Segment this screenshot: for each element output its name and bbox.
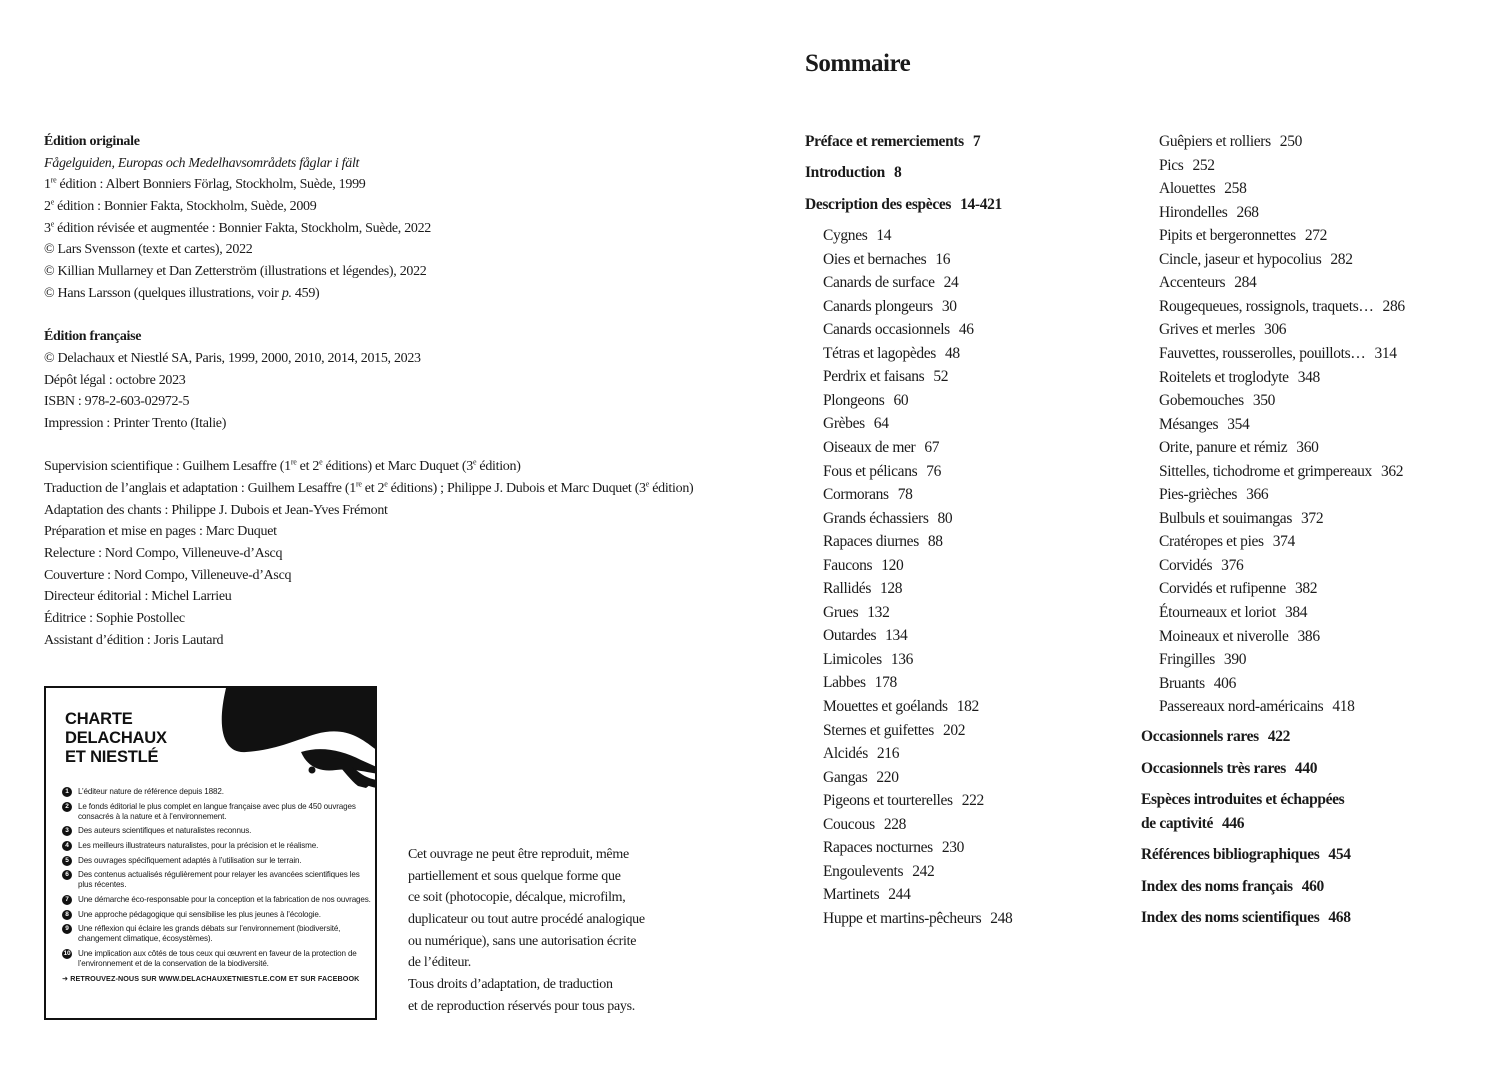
toc-entry[interactable]	[1159, 438, 1319, 458]
charter-item	[62, 910, 372, 920]
toc-entry-page: 216	[876, 745, 900, 763]
toc-entry[interactable]	[1159, 250, 1353, 270]
toc-entry[interactable]	[823, 485, 913, 505]
toc-entry-page: 242	[912, 862, 935, 880]
toc-entry-page: 446	[1222, 815, 1245, 832]
toc-entry[interactable]	[1159, 579, 1317, 599]
toc-entry-page: 178	[874, 674, 897, 692]
toc-entry-label: Rougequeues, rossignols, traquets…	[1159, 297, 1374, 315]
toc-entry-page: 128	[880, 580, 903, 598]
toc-entry-label: Mouettes et goélands	[823, 698, 948, 715]
toc-entry-label: Mésanges	[1159, 415, 1219, 433]
toc-entry-page: 220	[876, 768, 899, 786]
toc-entry-label: Oiseaux de mer	[823, 438, 916, 456]
toc-entry[interactable]	[823, 344, 960, 364]
toc-entry[interactable]	[1159, 156, 1215, 176]
toc-entry-label: Guêpiers et rolliers	[1159, 133, 1271, 150]
toc-entry-page: 284	[1234, 274, 1257, 292]
charter-item-text: Les meilleurs illustrateurs naturalistes, pour la précision et le réalisme.	[78, 840, 319, 850]
charter-item-text: Une implication aux côtés de tous ceux qui œuvrent en faveur de la protection de l’environnement et de la conservation de la biodiversité.	[78, 948, 357, 969]
toc-entry-label: Cygnes	[823, 227, 868, 244]
toc-entry-label: Alouettes	[1159, 180, 1216, 198]
website-link[interactable]: ➜ RETROUVEZ-NOUS SUR WWW.DELACHAUXETNIESTLE.COM ET SUR FACEBOOK	[62, 973, 360, 983]
charter-item	[62, 856, 372, 866]
toc-entry-page: 14	[876, 227, 892, 244]
toc-entry-page: 418	[1332, 698, 1355, 716]
toc-main-entry[interactable]	[1141, 790, 1344, 810]
toc-entry-page: 52	[933, 368, 949, 386]
toc-main-entry[interactable]	[1141, 814, 1244, 834]
toc-entry-label: Moineaux et niverolle	[1159, 627, 1289, 645]
toc-entry-label: Sittelles, tichodrome et grimpereaux	[1159, 462, 1372, 480]
toc-entry-label: Pics	[1159, 156, 1184, 174]
adaptation-credit: Adaptation des chants : Philippe J. Dubois et Jean-Yves Frémont	[44, 502, 388, 518]
copyright-notice	[408, 844, 645, 1018]
printer: Impression : Printer Trento (Italie)	[44, 415, 227, 431]
charter-item	[62, 895, 372, 905]
toc-entry[interactable]	[1159, 532, 1295, 552]
toc-entry-page: 306	[1263, 321, 1287, 339]
toc-entry[interactable]	[823, 532, 943, 552]
toc-entry[interactable]	[1159, 627, 1320, 647]
toc-entry[interactable]	[823, 556, 903, 576]
copyright-line: © Hans Larsson (quelques illustrations, voir p. 459)	[44, 285, 320, 301]
toc-entry-label: Martinets	[823, 886, 880, 904]
charter-item-number: 8	[62, 910, 72, 920]
toc-entry-page: 120	[881, 556, 904, 574]
toc-entry-label: Pipits et bergeronnettes	[1159, 227, 1296, 245]
translation-credit: Traduction de l’anglais et adaptation : Guilhem Lesaffre (1re et 2e éditions) ; Philippe J. Dubois et Marc Duquet (3e édition)	[44, 479, 694, 496]
toc-entry[interactable]	[1159, 509, 1323, 529]
page-title: Sommaire	[805, 50, 911, 77]
toc-entry-label: Passereaux nord-américains	[1159, 698, 1324, 716]
toc-entry[interactable]	[1159, 485, 1268, 505]
toc-entry[interactable]	[823, 650, 913, 670]
charter-item-text: Une démarche éco-responsable pour la conception et la fabrication de nos ouvrages.	[78, 894, 371, 904]
toc-entry-page: 24	[943, 274, 959, 292]
toc-entry-label: Outardes	[823, 627, 877, 645]
toc-entry[interactable]	[823, 626, 907, 646]
toc-entry[interactable]	[823, 438, 939, 458]
toc-entry-page: 406	[1213, 674, 1236, 692]
toc-entry-page: 46	[958, 321, 974, 339]
toc-entry-page: 366	[1246, 486, 1269, 504]
toc-entry[interactable]	[823, 226, 891, 246]
charter-item-number: 5	[62, 856, 72, 866]
toc-entry-page: 64	[873, 415, 889, 433]
toc-entry[interactable]	[1159, 226, 1327, 246]
toc-entry-page: 384	[1284, 604, 1308, 621]
toc-entry[interactable]	[823, 909, 1012, 929]
toc-entry[interactable]	[823, 603, 889, 623]
toc-entry[interactable]	[823, 579, 902, 599]
toc-entry-page: 286	[1382, 297, 1405, 315]
toc-entry-page: 14-421	[960, 196, 1002, 213]
toc-entry-label: Cormorans	[823, 486, 889, 504]
editor-credit: Éditrice : Sophie Postollec	[44, 611, 185, 627]
layout-credit: Préparation et mise en pages : Marc Duquet	[44, 524, 277, 540]
toc-entry-label: Étourneaux et loriot	[1159, 604, 1276, 621]
toc-entry-page: 282	[1330, 250, 1353, 268]
credits-block	[44, 131, 744, 652]
toc-entry-page: 354	[1227, 415, 1250, 433]
charter-item	[62, 870, 372, 890]
charter-item-text: Des contenus actualisés régulièrement pour relayer les avancées scientifiques les plus récentes.	[78, 870, 360, 890]
toc-entry[interactable]	[1159, 179, 1246, 199]
toc-entry-label: Grands échassiers	[823, 509, 929, 527]
toc-entry-label: Huppe et martins-pêcheurs	[823, 909, 982, 927]
toc-main-entry[interactable]	[1141, 877, 1324, 897]
toc-entry-page: 422	[1267, 728, 1291, 745]
toc-entry-label: Références bibliographiques	[1141, 846, 1320, 863]
toc-entry-label: Pies-grièches	[1159, 486, 1238, 504]
toc-entry-label: Fous et pélicans	[823, 462, 918, 480]
toc-entry-page: 382	[1294, 580, 1318, 598]
notice-line: Cet ouvrage ne peut être reproduit, même	[408, 847, 629, 862]
toc-entry-page: 222	[961, 792, 984, 810]
french-edition-heading: Édition française	[44, 329, 142, 345]
charter-item	[62, 924, 372, 944]
toc-entry[interactable]	[823, 391, 908, 411]
toc-entry-label: Occasionnels rares	[1141, 728, 1259, 745]
edition-2-line: 2e édition : Bonnier Fakta, Stockholm, Suède, 2009	[44, 197, 317, 215]
notice-line: de l’éditeur.	[408, 955, 471, 971]
charter-item-number: 6	[62, 870, 72, 880]
toc-entry-label: Préface et remerciements	[805, 133, 964, 150]
toc-entry-label: Gobemouches	[1159, 392, 1244, 410]
toc-entry-page: 182	[956, 698, 979, 715]
toc-entry-label: Fringilles	[1159, 651, 1215, 669]
toc-entry[interactable]	[823, 414, 889, 434]
toc-entry-label: Sternes et guifettes	[823, 721, 934, 739]
toc-entry-page: 362	[1380, 462, 1404, 480]
edition-3-line: 3e édition révisée et augmentée : Bonnier Fakta, Stockholm, Suède, 2022	[44, 219, 432, 236]
charter-item-text: Des ouvrages spécifiquement adaptés à l’utilisation sur le terrain.	[78, 855, 302, 865]
toc-entry-page: 30	[941, 297, 957, 315]
toc-main-entry[interactable]	[805, 195, 1002, 215]
toc-entry-page: 272	[1304, 227, 1328, 245]
toc-entry-page: 468	[1328, 909, 1351, 926]
toc-entry-page: 250	[1279, 133, 1302, 150]
toc-entry[interactable]	[823, 838, 964, 858]
toc-entry-label: Faucons	[823, 556, 873, 574]
charter-list	[62, 787, 372, 983]
charter-item-number: 2	[62, 802, 72, 812]
toc-entry[interactable]	[1159, 650, 1246, 670]
publisher-charter-box	[44, 686, 377, 1020]
french-copyright: © Delachaux et Niestlé SA, Paris, 1999, 2000, 2010, 2014, 2015, 2023	[44, 350, 421, 366]
toc-entry-page: 8	[893, 164, 902, 181]
toc-entry-label: Orite, panure et rémiz	[1159, 439, 1288, 457]
notice-line: ce soit (photocopie, décalque, microfilm,	[408, 890, 626, 906]
toc-entry[interactable]	[823, 815, 906, 835]
toc-entry-page: 460	[1301, 878, 1324, 895]
toc-entry[interactable]	[823, 791, 984, 811]
toc-entry-label: Perdrix et faisans	[823, 368, 925, 386]
toc-entry[interactable]	[1159, 320, 1286, 340]
charter-item	[62, 787, 372, 797]
toc-entry-label: Cratéropes et pies	[1159, 533, 1264, 551]
toc-main-entry[interactable]	[805, 163, 901, 183]
toc-entry-label: Fauvettes, rousserolles, pouillots…	[1159, 344, 1366, 362]
toc-entry[interactable]	[823, 744, 899, 764]
toc-entry-label: Cincle, jaseur et hypocolius	[1159, 250, 1322, 268]
toc-entry-label: Roitelets et troglodyte	[1159, 368, 1289, 386]
toc-entry[interactable]	[1159, 556, 1243, 576]
editorial-director-credit: Directeur éditorial : Michel Larrieu	[44, 589, 232, 605]
toc-entry-page: 454	[1328, 846, 1351, 863]
toc-entry-label: Coucous	[823, 815, 875, 833]
toc-entry-label: Gangas	[823, 768, 868, 786]
toc-entry[interactable]	[823, 697, 979, 717]
charter-item-text: Une approche pédagogique qui sensibilise les plus jeunes à l’écologie.	[78, 909, 321, 919]
toc-entry-label: de captivité	[1141, 815, 1213, 832]
toc-entry[interactable]	[1159, 391, 1275, 411]
toc-entry-label: Canards plongeurs	[823, 297, 933, 315]
toc-entry-page: 230	[941, 839, 965, 857]
charter-item	[62, 802, 372, 822]
toc-entry-page: 372	[1301, 509, 1324, 527]
copyright-line: © Lars Svensson (texte et cartes), 2022	[44, 242, 253, 258]
toc-entry[interactable]	[823, 509, 952, 529]
toc-entry-label: Limicoles	[823, 650, 882, 668]
toc-entry-page: 60	[893, 391, 909, 409]
isbn: ISBN : 978-2-603-02972-5	[44, 394, 190, 410]
charter-item-number: 10	[63, 949, 71, 957]
toc-entry-page: 314	[1374, 344, 1397, 362]
toc-entry-label: Rapaces nocturnes	[823, 839, 933, 857]
toc-entry-page: 258	[1224, 180, 1247, 198]
toc-entry[interactable]	[823, 885, 910, 905]
toc-entry-page: 244	[888, 886, 911, 904]
toc-main-entry[interactable]	[1141, 759, 1317, 779]
charter-item-text: L’éditeur nature de référence depuis 1882.	[78, 787, 224, 796]
notice-line: Tous droits d’adaptation, de traduction	[408, 977, 613, 993]
toc-entry-label: Introduction	[805, 164, 885, 181]
charter-item-text: Le fonds éditorial le plus complet en langue française avec plus de 450 ouvrages consacrés à la nature et à l’environnement.	[78, 801, 356, 821]
notice-line: et de reproduction réservés pour tous pays.	[408, 998, 635, 1014]
toc-entry-page: 88	[927, 533, 943, 551]
toc-entry-label: Tétras et lagopèdes	[823, 344, 936, 362]
toc-entry-label: Corvidés et rufipenne	[1159, 580, 1286, 598]
toc-entry[interactable]	[1159, 203, 1259, 223]
toc-entry-label: Grues	[823, 603, 859, 621]
charter-item-number: 4	[62, 841, 72, 851]
toc-entry-label: Occasionnels très rares	[1141, 760, 1286, 777]
toc-entry[interactable]	[823, 367, 948, 387]
toc-entry-page: 76	[926, 462, 942, 480]
toc-entry-page: 16	[935, 250, 951, 268]
toc-entry-page: 202	[942, 721, 966, 739]
toc-entry[interactable]	[823, 673, 897, 693]
toc-entry[interactable]	[823, 273, 958, 293]
toc-entry-label: Hirondelles	[1159, 203, 1228, 221]
toc-entry-page: 7	[972, 133, 981, 150]
toc-entry[interactable]	[1159, 603, 1307, 623]
toc-entry[interactable]	[823, 862, 934, 882]
toc-entry[interactable]	[823, 320, 974, 340]
toc-entry-label: Espèces introduites et échappées	[1141, 791, 1345, 808]
assistant-credit: Assistant d’édition : Joris Lautard	[44, 632, 224, 648]
toc-main-entry[interactable]	[805, 132, 980, 152]
toc-entry[interactable]	[1159, 697, 1355, 717]
toc-entry-label: Grèbes	[823, 415, 865, 433]
toc-entry-page: 374	[1272, 533, 1295, 551]
toc-entry-page: 268	[1236, 203, 1259, 221]
toc-entry-page: 360	[1296, 439, 1319, 457]
charter-title: CHARTE DELACHAUX ET NIESTLÉ	[65, 710, 167, 766]
toc-entry-label: Rallidés	[823, 580, 871, 598]
cover-credit: Couverture : Nord Compo, Villeneuve-d’Ascq	[44, 567, 292, 583]
toc-entry-label: Canards de surface	[823, 274, 935, 292]
original-edition-heading: Édition originale	[44, 134, 140, 149]
toc-entry-label: Bulbuls et souimangas	[1159, 509, 1293, 527]
toc-entry-label: Engoulevents	[823, 862, 904, 880]
toc-entry-page: 386	[1297, 627, 1320, 645]
toc-entry[interactable]	[1159, 368, 1320, 388]
toc-entry-label: Canards occasionnels	[823, 321, 950, 339]
charter-item	[62, 949, 372, 969]
toc-entry-label: Pigeons et tourterelles	[823, 792, 953, 810]
legal-deposit: Dépôt légal : octobre 2023	[44, 372, 186, 388]
toc-entry[interactable]	[1159, 415, 1249, 435]
toc-entry[interactable]	[823, 297, 957, 317]
charter-item-number: 3	[62, 826, 72, 836]
toc-entry-page: 252	[1192, 156, 1215, 174]
toc-entry[interactable]	[1159, 132, 1302, 152]
toc-entry-page: 134	[885, 627, 908, 645]
notice-line: partiellement et sous quelque forme que	[408, 868, 621, 884]
toc-entry-label: Oies et bernaches	[823, 250, 927, 268]
toc-entry[interactable]	[823, 721, 965, 741]
toc-entry-label: Index des noms français	[1141, 878, 1293, 895]
toc-entry-page: 440	[1294, 760, 1318, 777]
toc-entry[interactable]	[1159, 273, 1256, 293]
toc-entry-label: Description des espèces	[805, 196, 952, 213]
toc-entry-label: Alcidés	[823, 745, 868, 763]
charter-item	[62, 841, 372, 851]
charter-item-text: Une réflexion qui éclaire les grands débats sur l’environnement (biodiversité, changement climatique, écosystèmes).	[78, 924, 341, 944]
toc-entry-page: 390	[1223, 651, 1247, 669]
toc-entry[interactable]	[823, 250, 950, 270]
toc-entry-label: Rapaces diurnes	[823, 533, 919, 551]
toc-entry-label: Grives et merles	[1159, 321, 1255, 339]
supervision-credit: Supervision scientifique : Guilhem Lesaffre (1re et 2e éditions) et Marc Duquet (3e édition)	[44, 457, 521, 475]
toc-entry-page: 136	[890, 650, 914, 668]
toc-entry-label: Labbes	[823, 674, 866, 692]
charter-item-number: 7	[62, 895, 72, 905]
copyright-line: © Killian Mullarney et Dan Zetterström (illustrations et légendes), 2022	[44, 264, 427, 280]
toc-main-entry[interactable]	[1141, 845, 1351, 865]
toc-entry-page: 78	[897, 486, 913, 504]
toc-entry-label: Bruants	[1159, 674, 1205, 692]
notice-line: duplicateur ou tout autre procédé analogique	[408, 912, 645, 928]
toc-entry[interactable]	[823, 768, 899, 788]
charter-item-number: 9	[62, 924, 72, 934]
toc-entry-label: Accenteurs	[1159, 274, 1226, 292]
notice-line: ou numérique), sans une autorisation écrite	[408, 933, 637, 949]
toc-entry[interactable]	[823, 462, 941, 482]
charter-item-number: 1	[62, 787, 72, 797]
original-title: Fågelguiden, Europas och Medelhavsområdets fåglar i fält	[44, 155, 360, 171]
toc-entry-page: 348	[1297, 368, 1320, 386]
edition-1-line: 1re édition : Albert Bonniers Förlag, Stockholm, Suède, 1999	[44, 175, 366, 193]
toc-entry[interactable]	[1159, 462, 1403, 482]
toc-entry-label: Index des noms scientifiques	[1141, 909, 1320, 926]
toc-entry-label: Corvidés	[1159, 556, 1213, 574]
charter-item-text: Des auteurs scientifiques et naturalistes reconnus.	[78, 826, 252, 836]
toc-entry-page: 48	[945, 344, 960, 362]
toc-entry-label: Plongeons	[823, 391, 885, 409]
toc-entry[interactable]	[1159, 297, 1405, 317]
toc-main-entry[interactable]	[1141, 908, 1351, 928]
toc-entry-page: 80	[937, 509, 953, 527]
toc-main-entry[interactable]	[1141, 727, 1290, 747]
toc-entry-page: 376	[1221, 556, 1244, 574]
toc-entry[interactable]	[1159, 344, 1397, 364]
toc-entry-page: 132	[867, 603, 890, 621]
proofreading-credit: Relecture : Nord Compo, Villeneuve-d’Ascq	[44, 546, 283, 562]
toc-entry-page: 248	[990, 909, 1013, 927]
charter-item	[62, 826, 372, 836]
toc-entry-page: 228	[883, 815, 907, 833]
toc-entry[interactable]	[1159, 674, 1236, 694]
toc-entry-page: 67	[924, 438, 940, 456]
toc-entry-page: 350	[1252, 392, 1276, 410]
